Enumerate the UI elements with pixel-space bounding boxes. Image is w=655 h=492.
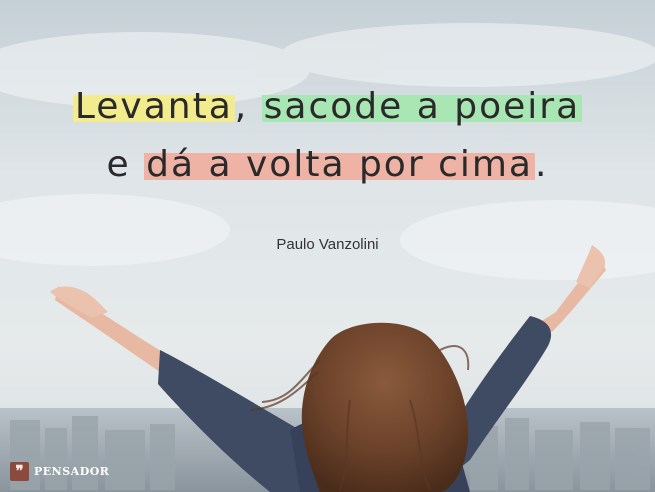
pensador-logo[interactable] (10, 462, 109, 481)
quote-line-1 (0, 78, 655, 136)
quote (0, 78, 655, 194)
quote-separator: , (234, 86, 262, 127)
quote-lead: e (106, 144, 145, 185)
quote-end: . (535, 144, 549, 185)
quote-line-2 (0, 136, 655, 194)
quote-phrase-sacode: sacode a poeira (263, 86, 581, 127)
quote-word-levanta: Levanta (74, 86, 233, 127)
quote-mark-icon: ❞ (10, 462, 29, 481)
brand-name: PENSADOR (34, 465, 110, 478)
quote-phrase-volta: dá a volta por cima (146, 144, 533, 185)
quote-author: Paulo Vanzolini (276, 236, 379, 253)
